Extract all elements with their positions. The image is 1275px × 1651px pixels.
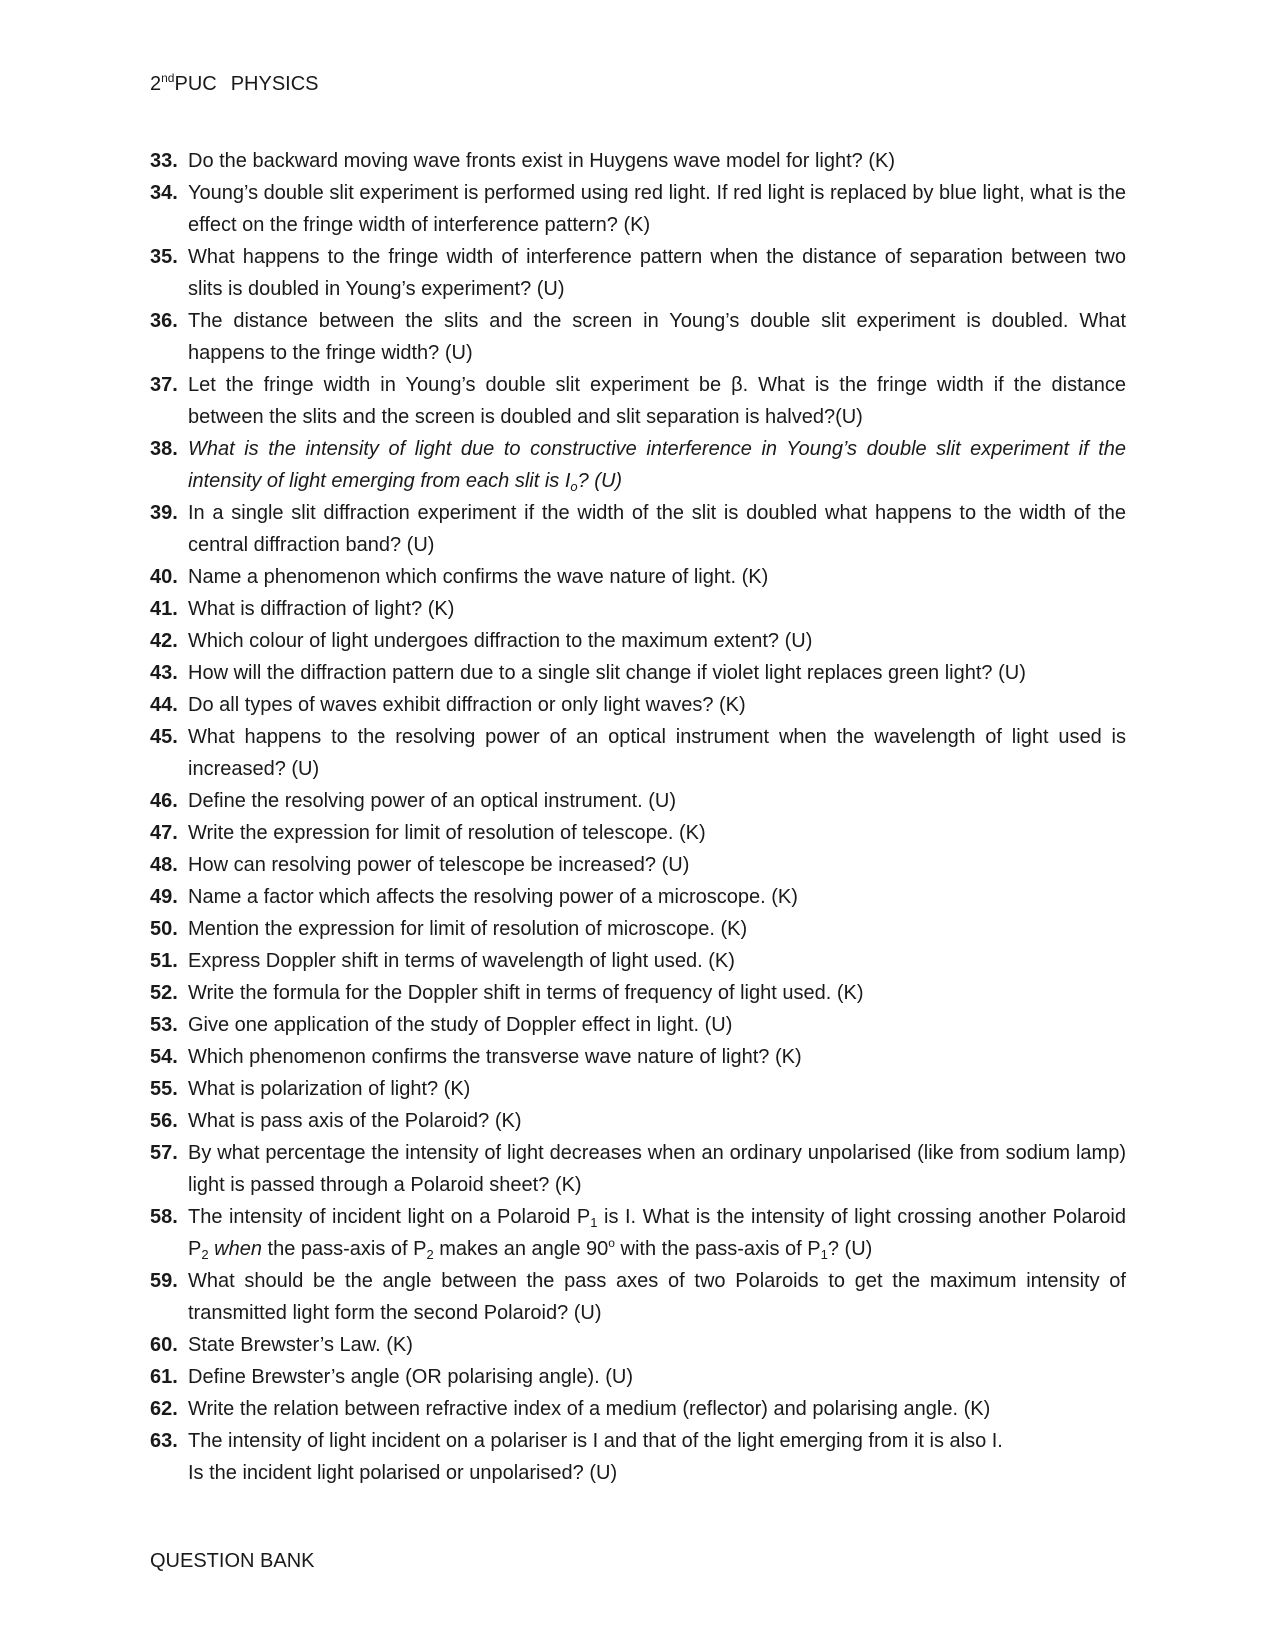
question-34: 34. Young’s double slit experiment is performed using red light. If red light is replaced by blue light, what is the effect on the fringe width of interference pattern? (K) — [150, 182, 1126, 236]
question-46: 46. Define the resolving power of an optical instrument. (U) — [150, 790, 677, 812]
question-39: 39. In a single slit diffraction experiment if the width of the slit is doubled what happens to the width of the central diffraction band? (U) — [150, 502, 1126, 556]
question-35: 35. What happens to the fringe width of interference pattern when the distance of separation between two slits is doubled in Young’s experiment? (U) — [150, 246, 1126, 300]
question-62: 62. Write the relation between refractive index of a medium (reflector) and polarising angle. (K) — [150, 1398, 991, 1420]
question-60: 60. State Brewster’s Law. (K) — [150, 1334, 413, 1356]
question-44: 44. Do all types of waves exhibit diffraction or only light waves? (K) — [150, 694, 746, 716]
question-52: 52. Write the formula for the Doppler shift in terms of frequency of light used. (K) — [150, 982, 864, 1004]
question-55: 55. What is polarization of light? (K) — [150, 1078, 471, 1100]
question-53: 53. Give one application of the study of Doppler effect in light. (U) — [150, 1014, 733, 1036]
question-48: 48. How can resolving power of telescope be increased? (U) — [150, 854, 690, 876]
header-grade-sup: nd — [161, 71, 175, 85]
question-45: 45. What happens to the resolving power of an optical instrument when the wavelength of light used is increased? (U) — [150, 726, 1126, 780]
question-37: 37. Let the fringe width in Young’s double slit experiment be β. What is the fringe width if the distance between the slits and the screen is doubled and slit separation is halved?(U) — [150, 374, 1126, 428]
question-51: 51. Express Doppler shift in terms of wavelength of light used. (K) — [150, 950, 735, 972]
question-43: 43. How will the diffraction pattern due to a single slit change if violet light replaces green light? (U) — [150, 662, 1026, 684]
question-61: 61. Define Brewster’s angle (OR polarising angle). (U) — [150, 1366, 633, 1388]
question-57: 57. By what percentage the intensity of light decreases when an ordinary unpolarised (like from sodium lamp) light is passed through a Polaroid sheet? (K) — [150, 1142, 1126, 1196]
question-36: 36. The distance between the slits and the screen in Young’s double slit experiment is doubled. What happens to the fringe width? (U) — [150, 310, 1126, 364]
page-header — [150, 73, 319, 96]
question-58: 58. The intensity of incident light on a Polaroid $P_1$ is I. What is the intensity of light crossing another Polaroid $P_2$ when the pass-axis of $P_2$ makes an angle 90$^o$ with the pass-axis of $P_1$? (U) — [150, 1206, 1126, 1262]
question-50: 50. Mention the expression for limit of resolution of microscope. (K) — [150, 918, 748, 940]
question-49: 49. Name a factor which affects the resolving power of a microscope. (K) — [150, 886, 798, 908]
question-54: 54. Which phenomenon confirms the transverse wave nature of light? (K) — [150, 1046, 802, 1068]
header-grade-suffix: PUC — [174, 73, 217, 95]
header-subject: PHYSICS — [230, 73, 319, 95]
question-42: 42. Which colour of light undergoes diffraction to the maximum extent? (U) — [150, 630, 813, 652]
question-33: 33. Do the backward moving wave fronts exist in Huygens wave model for light? (K) — [150, 150, 895, 172]
question-56: 56. What is pass axis of the Polaroid? (K) — [150, 1110, 522, 1132]
question-list — [150, 145, 1126, 1489]
question-38: 38. What is the intensity of light due to constructive interference in Young’s double slit experiment if the intensity of light emerging from each slit is $I_o$? (U) — [150, 438, 1126, 494]
question-40: 40. Name a phenomenon which confirms the wave nature of light. (K) — [150, 566, 769, 588]
header-grade: 2 — [150, 73, 162, 95]
question-47: 47. Write the expression for limit of resolution of telescope. (K) — [150, 822, 706, 844]
question-59: 59. What should be the angle between the pass axes of two Polaroids to get the maximum intensity of transmitted light form the second Polaroid? (U) — [150, 1270, 1126, 1324]
question-63: 63. The intensity of light incident on a polariser is I and that of the light emerging from it is also I. Is the incident light polarised or unpolarised? (U) — [150, 1430, 1003, 1484]
question-41: 41. What is diffraction of light? (K) — [150, 598, 455, 620]
page-footer: QUESTION BANK — [150, 1550, 315, 1572]
